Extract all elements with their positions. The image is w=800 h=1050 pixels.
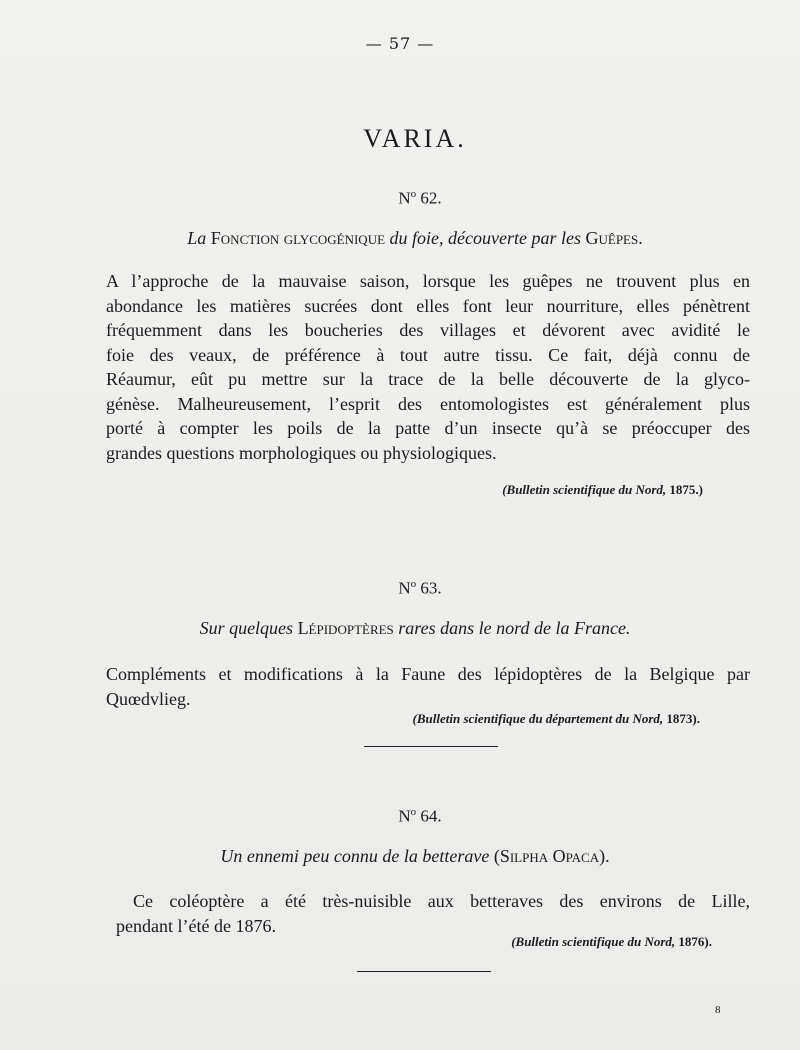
paragraph-line: A l’approche de la mauvaise saison, lorsque les guêpes ne trouvent plus en (106, 271, 750, 291)
paragraph-line: foie des veaux, de préférence à tout autre tissu. Ce fait, déjà connu de (106, 344, 750, 365)
section-title: VARIA. (363, 124, 467, 153)
heading-part: du foie, découverte par les (385, 228, 586, 248)
paragraph-line: génèse. Malheureusement, l’esprit des entomologistes est généralement plus (106, 393, 750, 414)
entry-number-prefix: N (398, 188, 411, 208)
heading-smallcaps: Silpha Opaca). (499, 846, 610, 866)
entry-citation-63 (413, 711, 700, 727)
citation-year: 1875.) (666, 482, 703, 497)
paragraph-line: abondance les matières sucrées dont elles font leur nourriture, elles pénètrent (106, 295, 750, 316)
entry-paragraph-64 (116, 889, 750, 938)
heading-smallcaps: Fonction glycogénique (210, 228, 386, 248)
paragraph-line: grandes questions morphologiques ou physiologiques. (106, 442, 497, 463)
paragraph-line: Ce coléoptère a été très-nuisible aux betteraves des environs de Lille, (133, 891, 750, 911)
entry-citation-64 (511, 934, 712, 950)
entry-number-value: 64. (420, 806, 442, 826)
entry-number-sup: o (410, 188, 417, 200)
heading-part: La (187, 228, 211, 248)
entry-number-63 (0, 578, 800, 599)
entry-number-prefix: N (398, 806, 411, 826)
paragraph-line: Réaumur, eût pu mettre sur la trace de la belle découverte de la glyco- (106, 369, 750, 389)
entry-number-62 (0, 188, 800, 209)
entry-number-64 (0, 806, 800, 827)
page-number-header: — 57 — (365, 34, 435, 53)
citation-year: 1876). (675, 934, 712, 949)
heading-smallcaps: Guêpes. (585, 228, 643, 248)
paragraph-line: Compléments et modifications à la Faune des lépidoptères de la Belgique par (106, 664, 750, 684)
entry-number-sup: o (410, 578, 417, 590)
paragraph-line: fréquemment dans les boucheries des villages et dévorent avec avidité le (106, 320, 750, 340)
heading-smallcaps: Lépidoptères (297, 618, 394, 638)
heading-part: Un ennemi peu connu de la betterave (220, 846, 490, 866)
citation-year: 1873). (663, 711, 700, 726)
signature-mark: 8 (715, 1004, 721, 1016)
entry-number-value: 62. (420, 188, 442, 208)
entry-number-prefix: N (398, 578, 411, 598)
section-divider (357, 971, 491, 972)
paragraph-line: pendant l’été de 1876. (116, 915, 276, 936)
entry-number-sup: o (410, 806, 417, 818)
heading-part: Sur quelques (199, 618, 298, 638)
heading-part: rares dans le nord de la France. (393, 618, 631, 638)
entry-heading-63 (0, 618, 800, 639)
citation-source: (Bulletin scientifique du département du Nord, (412, 711, 664, 726)
entry-paragraph-62 (106, 269, 750, 465)
entry-heading-62 (0, 228, 800, 249)
entry-heading-64 (0, 846, 800, 867)
section-divider (364, 746, 498, 747)
entry-number-value: 63. (420, 578, 442, 598)
citation-source: (Bulletin scientifique du Nord, (511, 934, 676, 949)
paragraph-line: porté à compter les poils de la patte d’un insecte qu’à se préoccuper des (106, 418, 750, 438)
heading-part: ( (489, 846, 500, 866)
paragraph-line: Quœdvlieg. (106, 688, 191, 709)
citation-source: (Bulletin scientifique du Nord, (502, 482, 667, 497)
entry-citation-62 (502, 482, 703, 498)
entry-paragraph-63 (106, 662, 750, 711)
